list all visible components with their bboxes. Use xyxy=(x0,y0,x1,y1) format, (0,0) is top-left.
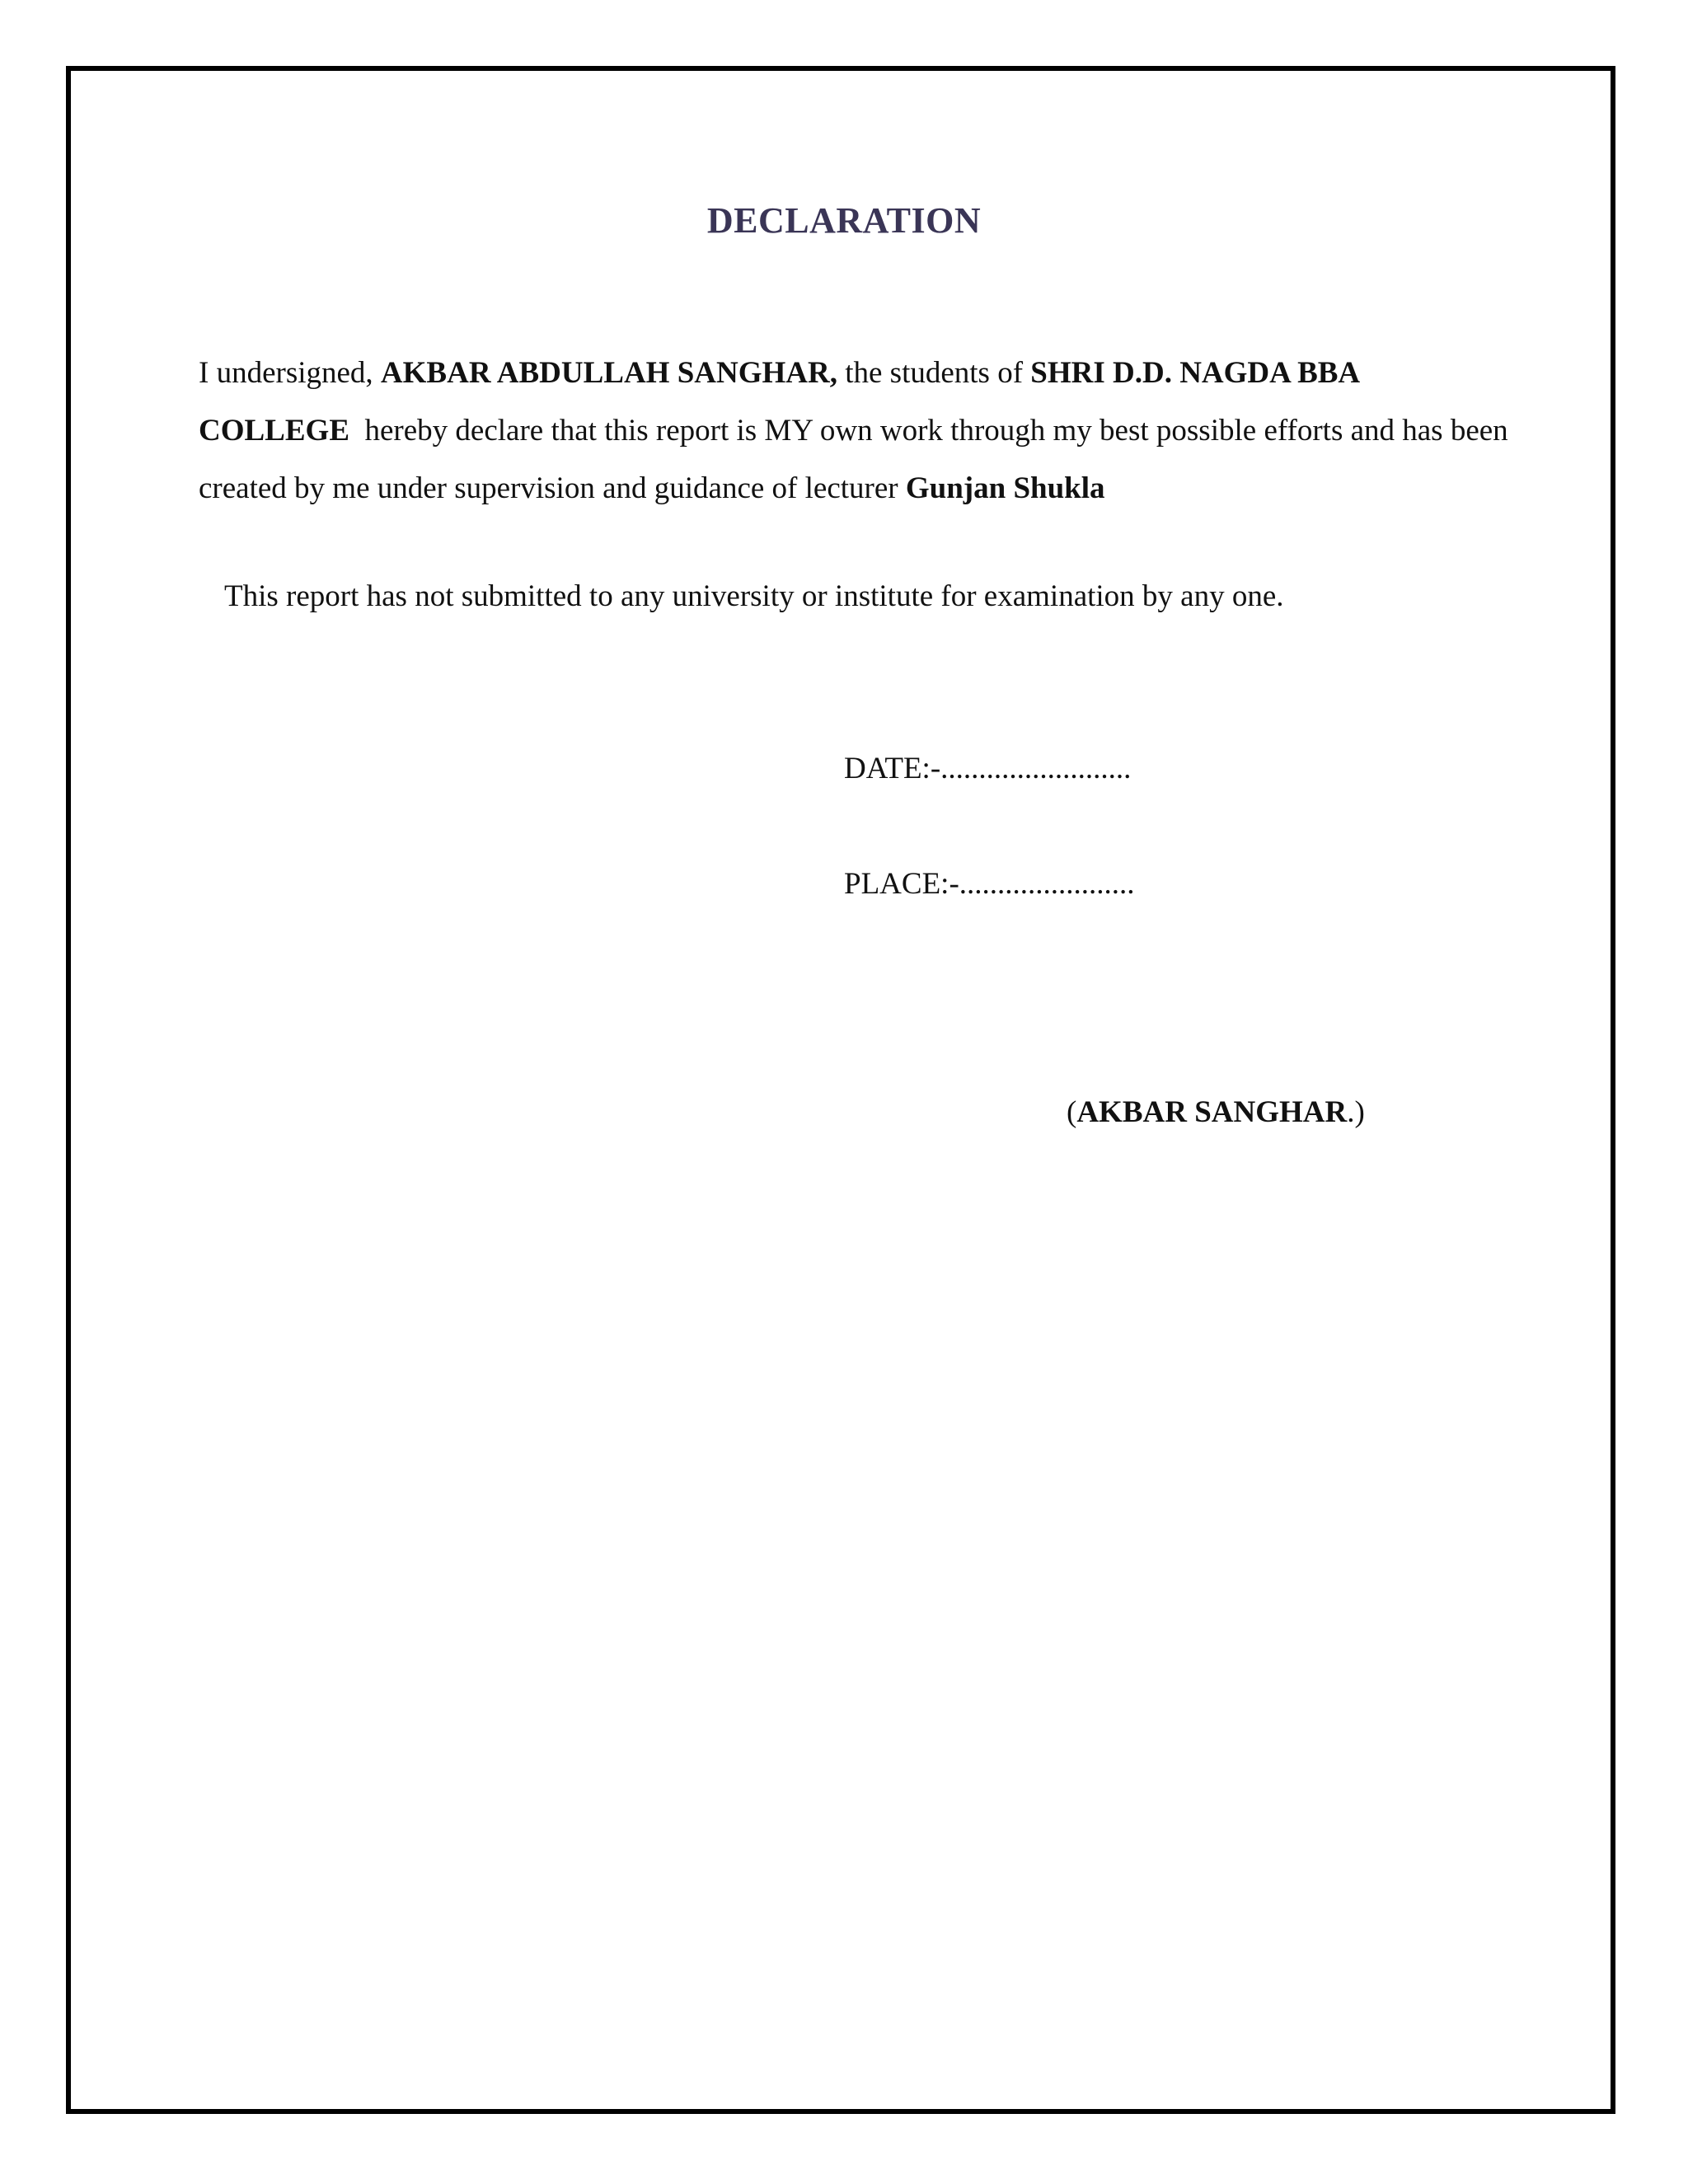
place-field: PLACE:-....................... xyxy=(844,867,1135,901)
signature-name: AKBAR SANGHAR xyxy=(1076,1095,1348,1129)
intro-text: I undersigned, xyxy=(199,356,381,390)
signature-open-paren: ( xyxy=(1067,1095,1077,1129)
declaration-paragraph xyxy=(199,344,1534,518)
lecturer-name: Gunjan Shukla xyxy=(905,471,1105,505)
page-title: DECLARATION xyxy=(706,200,982,241)
signature-block xyxy=(1067,1088,1365,1137)
college-name-line1: SHRI D.D. NAGDA BBA xyxy=(1030,356,1361,390)
students-of-text: the students of xyxy=(837,356,1031,390)
declaration-body-text: hereby declare that this report is MY own work through my best possible efforts and has been created by me under supervision and guidance of lecturer xyxy=(199,414,1516,505)
college-name-line2: COLLEGE xyxy=(199,414,349,448)
not-submitted-paragraph: This report has not submitted to any university or institute for examination by any one. xyxy=(224,579,1284,613)
date-field: DATE:-......................... xyxy=(844,752,1132,785)
student-name: AKBAR ABDULLAH SANGHAR, xyxy=(380,356,837,390)
signature-close: .) xyxy=(1347,1095,1365,1129)
